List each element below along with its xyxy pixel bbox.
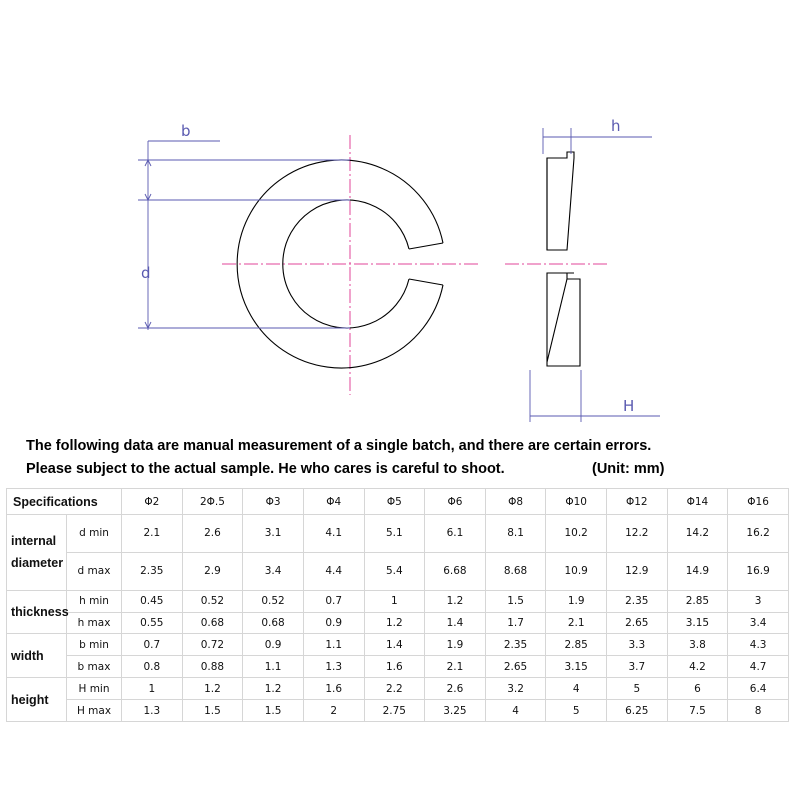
table-cell: 2.2 [364,678,425,700]
group-name-line2: diameter [11,556,64,571]
size-header: Φ6 [425,489,486,515]
table-cell: 16.2 [728,515,789,553]
table-cell: 3.4 [728,612,789,634]
ring-gap-upper-edge [409,243,443,249]
table-cell: 1.4 [425,612,486,634]
table-cell: 1.7 [485,612,546,634]
table-cell: 3.15 [546,656,607,678]
table-header-row [7,489,789,515]
sample-note: Please subject to the actual sample. He who cares is careful to shoot. [26,461,505,477]
table-cell: 1.1 [243,656,304,678]
table-cell: 1.2 [243,678,304,700]
row-label: d min [67,515,122,553]
table-cell: 6.68 [425,552,486,590]
size-header: Φ3 [243,489,304,515]
group-name-line1: internal [11,534,57,549]
table-row [7,678,789,700]
table-cell: 6.1 [425,515,486,553]
table-cell: 3.1 [243,515,304,553]
table-cell: 1 [122,678,183,700]
row-label: h max [67,612,122,634]
table-cell: 1.4 [364,634,425,656]
table-cell: 0.68 [182,612,243,634]
dim-label-H: H [623,397,635,415]
table-cell: 1.6 [303,678,364,700]
row-label: h min [67,590,122,612]
table-cell: 1.1 [303,634,364,656]
table-cell: 3.2 [485,678,546,700]
table-cell: 2.65 [607,612,668,634]
table-cell: 6.25 [607,700,668,722]
size-header: Φ8 [485,489,546,515]
table-cell: 2.1 [122,515,183,553]
row-label: b min [67,634,122,656]
table-cell: 3.4 [243,552,304,590]
table-cell: 2.35 [485,634,546,656]
size-header: Φ10 [546,489,607,515]
table-cell: 0.7 [303,590,364,612]
table-cell: 0.7 [122,634,183,656]
table-cell: 1.6 [364,656,425,678]
table-cell: 4.1 [303,515,364,553]
size-header: Φ4 [303,489,364,515]
group-name: thickness [11,605,69,620]
group-name: width [11,648,44,663]
side-view-dimensions [530,128,660,422]
table-cell: 2.6 [182,515,243,553]
table-cell: 1.5 [243,700,304,722]
table-cell: 0.8 [122,656,183,678]
table-cell: 2.9 [182,552,243,590]
table-cell: 12.2 [607,515,668,553]
table-cell: 16.9 [728,552,789,590]
table-cell: 8.1 [485,515,546,553]
table-cell: 1.5 [182,700,243,722]
row-label: d max [67,552,122,590]
table-row [7,552,789,590]
table-cell: 10.9 [546,552,607,590]
table-cell: 1.3 [303,656,364,678]
group-height [7,678,67,722]
table-row [7,700,789,722]
table-cell: 12.9 [607,552,668,590]
table-cell: 3.3 [607,634,668,656]
size-header: Φ5 [364,489,425,515]
table-cell: 5.4 [364,552,425,590]
specification-table [6,488,789,722]
table-cell: 2.85 [667,590,728,612]
size-header: Φ12 [607,489,668,515]
table-cell: 0.9 [243,634,304,656]
table-cell: 6 [667,678,728,700]
table-cell: 1.5 [485,590,546,612]
table-cell: 1.9 [546,590,607,612]
table-cell: 4.2 [667,656,728,678]
unit-label: (Unit: mm) [592,461,665,477]
table-cell: 3.25 [425,700,486,722]
row-label: H min [67,678,122,700]
table-cell: 0.55 [122,612,183,634]
table-cell: 8 [728,700,789,722]
table-cell: 2.1 [546,612,607,634]
table-cell: 0.52 [243,590,304,612]
table-cell: 1 [364,590,425,612]
group-width [7,634,67,678]
table-cell: 4 [485,700,546,722]
table-cell: 1.2 [182,678,243,700]
table-cell: 0.52 [182,590,243,612]
table-cell: 5.1 [364,515,425,553]
specifications-header: Specifications [7,489,122,515]
size-header: Φ2 [122,489,183,515]
table-cell: 5 [546,700,607,722]
table-cell: 0.88 [182,656,243,678]
table-row [7,656,789,678]
size-header: Φ14 [667,489,728,515]
table-cell: 2.35 [607,590,668,612]
table-cell: 3.8 [667,634,728,656]
row-label: b max [67,656,122,678]
table-cell: 0.68 [243,612,304,634]
table-row [7,590,789,612]
measurement-note: The following data are manual measurement of a single batch, and there are certain errors. [26,438,652,454]
table-cell: 2.85 [546,634,607,656]
table-cell: 1.2 [425,590,486,612]
table-row [7,634,789,656]
group-thickness [7,590,67,634]
table-cell: 4.7 [728,656,789,678]
table-cell: 10.2 [546,515,607,553]
table-cell: 1.3 [122,700,183,722]
table-cell: 4 [546,678,607,700]
table-row [7,612,789,634]
dim-label-h: h [611,117,621,135]
table-cell: 2 [303,700,364,722]
group-name: height [11,692,49,707]
dim-label-d: d [141,264,151,282]
table-cell: 8.68 [485,552,546,590]
table-cell: 3.7 [607,656,668,678]
table-cell: 2.1 [425,656,486,678]
table-cell: 0.9 [303,612,364,634]
group-internal-diameter [7,515,67,591]
table-row [7,515,789,553]
table-cell: 0.72 [182,634,243,656]
table-cell: 2.35 [122,552,183,590]
size-header: Φ16 [728,489,789,515]
table-cell: 5 [607,678,668,700]
table-cell: 14.2 [667,515,728,553]
table-cell: 2.75 [364,700,425,722]
table-cell: 14.9 [667,552,728,590]
table-cell: 1.2 [364,612,425,634]
table-cell: 6.4 [728,678,789,700]
table-cell: 2.65 [485,656,546,678]
side-view-lower-segment [547,273,580,366]
table-cell: 4.4 [303,552,364,590]
table-cell: 4.3 [728,634,789,656]
table-cell: 0.45 [122,590,183,612]
table-cell: 1.9 [425,634,486,656]
table-cell: 3.15 [667,612,728,634]
centerlines [222,135,608,395]
side-view-upper-segment [547,152,574,250]
ring-gap-lower-edge [409,279,443,285]
dim-label-b: b [181,122,191,140]
table-cell: 3 [728,590,789,612]
table-cell: 7.5 [667,700,728,722]
side-view-lower-diagonal [547,279,567,362]
side-view-washer [547,152,580,366]
table-cell: 2.6 [425,678,486,700]
size-header: 2Φ.5 [182,489,243,515]
row-label: H max [67,700,122,722]
